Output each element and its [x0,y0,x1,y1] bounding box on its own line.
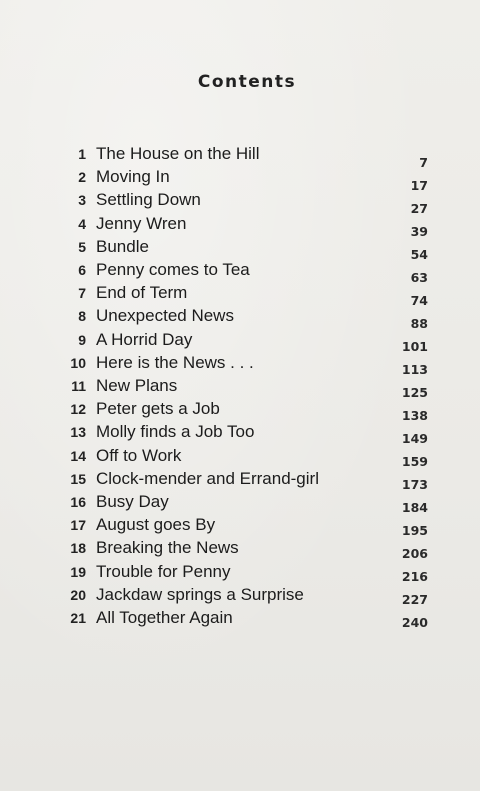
chapter-page-number: 88 [410,316,428,331]
chapter-page-number: 195 [401,523,428,538]
chapter-title: New Plans [96,376,178,395]
chapter-title: Peter gets a Job [96,399,220,419]
chapter-number: 10 [70,354,86,371]
chapter-title: Jackdaw springs a Surprise [96,584,304,604]
chapter-number: 3 [78,192,86,209]
chapter-number: 6 [78,262,86,278]
chapter-title: All Together Again [96,608,233,627]
chapter-page-number: 39 [410,224,428,239]
chapter-page-number: 101 [401,339,428,354]
chapter-title: Jenny Wren [96,213,187,233]
chapter-number: 7 [78,285,86,302]
chapter-title: Breaking the News [96,538,239,558]
chapter-number: 8 [78,308,86,325]
chapter-title: Molly finds a Job Too [96,422,255,442]
chapter-page-number: 227 [401,592,428,607]
chapter-page-number: 138 [401,408,428,423]
chapter-title: Penny comes to Tea [96,260,250,279]
chapter-page-number: 216 [401,569,428,584]
chapter-number: 19 [70,563,86,580]
chapter-page-number: 63 [410,270,428,285]
chapter-title: Moving In [96,167,170,187]
chapter-page-number: 159 [401,454,428,469]
chapter-page-number: 184 [401,500,428,515]
chapter-page-number: 17 [410,178,428,193]
chapter-title: End of Term [96,283,188,303]
chapter-title: Bundle [96,236,149,256]
chapter-number: 21 [70,610,86,626]
chapter-title: Trouble for Penny [96,561,231,581]
chapter-number: 14 [70,447,86,464]
chapter-number: 11 [71,378,86,394]
chapter-number: 18 [70,540,86,557]
chapter-number: 16 [70,494,86,510]
chapter-page-number: 173 [401,477,428,492]
chapter-number: 20 [70,586,86,603]
chapter-number: 17 [70,517,86,534]
chapter-title: Settling Down [96,190,201,210]
chapter-number: 5 [78,238,86,255]
chapter-title: The House on the Hill [96,144,260,163]
chapter-page-number: 240 [401,615,428,630]
chapter-page-number: 27 [410,201,428,216]
chapter-title: A Horrid Day [96,329,193,349]
chapter-number: 4 [78,215,86,232]
chapter-title: Busy Day [96,492,169,511]
chapter-title: Unexpected News [96,306,234,326]
chapter-page-number: 54 [410,247,428,262]
chapter-page-number: 125 [401,385,428,400]
chapter-title: Here is the News . . . [96,352,254,372]
chapter-page-number: 74 [410,293,428,308]
chapter-number: 15 [70,470,86,487]
page-title: Contents [197,72,297,92]
chapter-number: 9 [78,331,86,348]
chapter-number: 2 [78,169,86,186]
chapter-page-number: 113 [401,362,428,377]
chapter-title: Clock-mender and Errand-girl [96,468,319,488]
chapter-number: 1 [78,146,86,162]
chapter-title: August goes By [96,515,216,535]
chapter-number: 12 [70,401,86,418]
chapter-page-number: 149 [401,431,428,446]
chapter-page-number: 7 [419,155,428,170]
chapter-page-number: 206 [401,546,428,561]
chapter-number: 13 [70,424,86,441]
chapter-title: Off to Work [96,445,182,465]
